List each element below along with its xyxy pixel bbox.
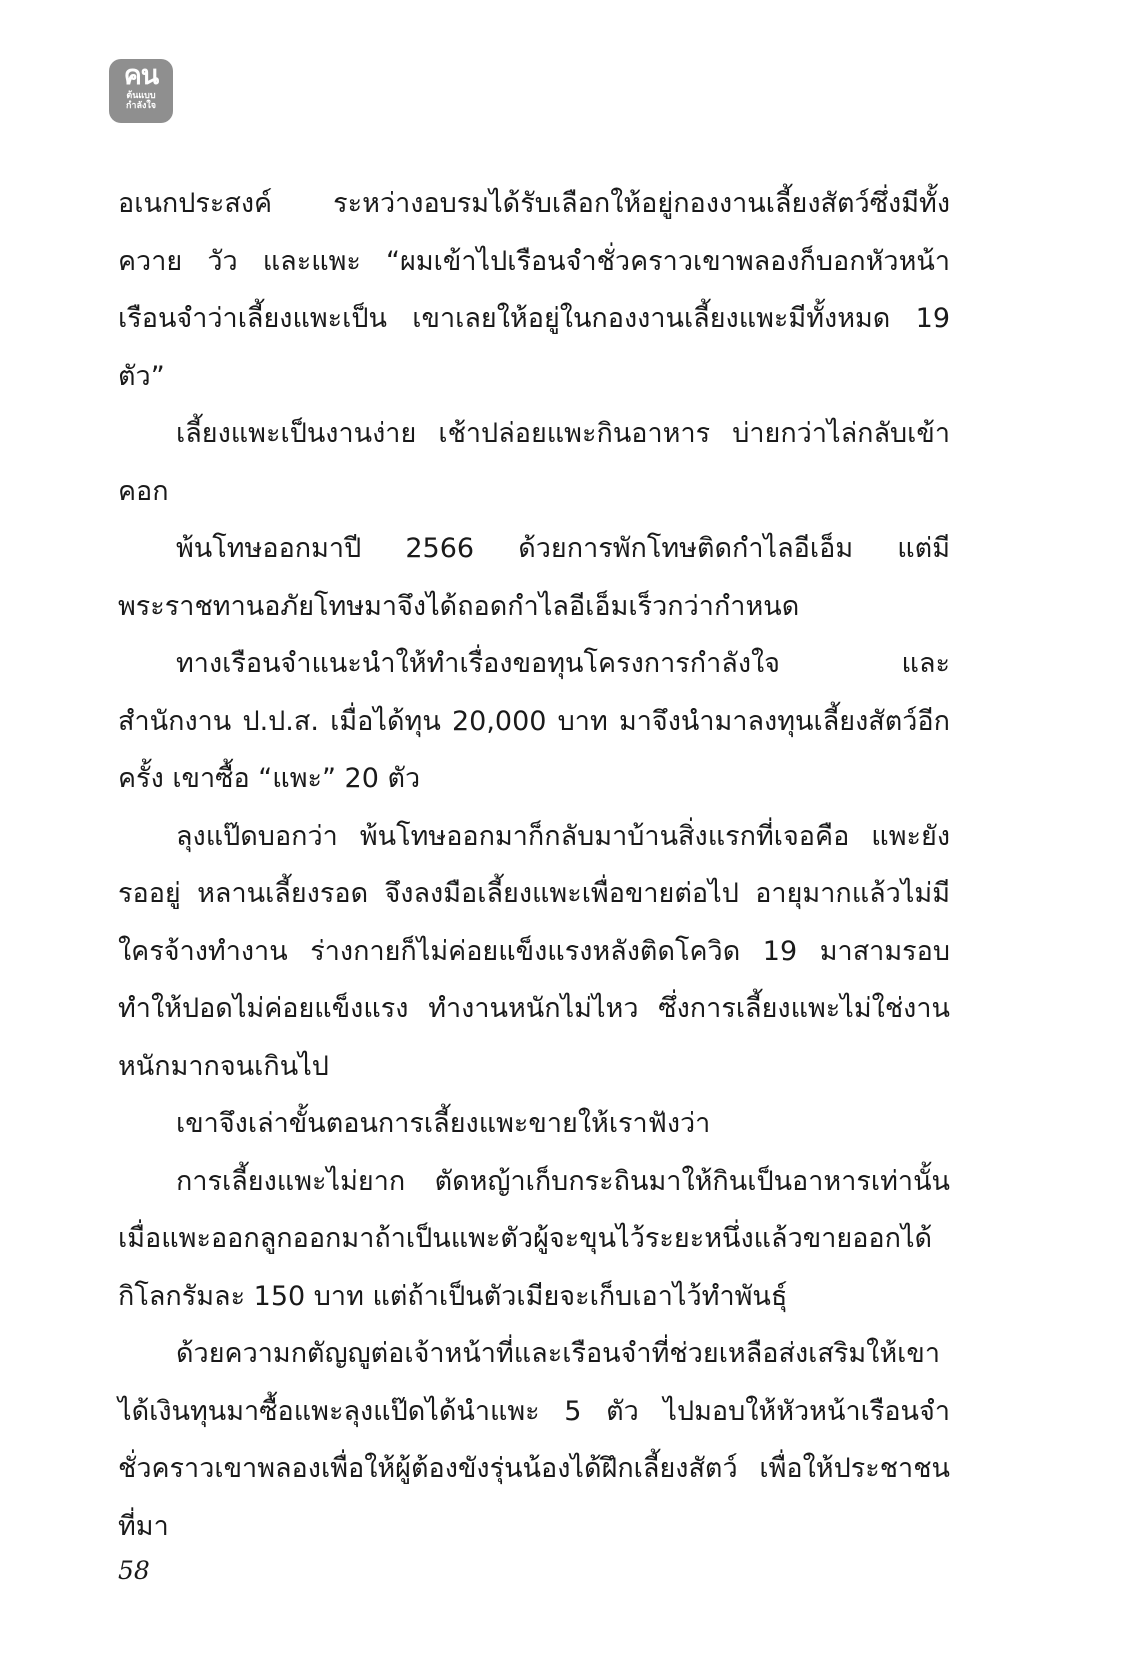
book-series-logo: [109, 59, 173, 123]
logo-subtitle-line1: ต้นแบบ: [126, 91, 156, 101]
paragraph: พ้นโทษออกมาปี 2566 ด้วยการพักโทษติดกำไลอีเอ็ม แต่มีพระราชทานอภัยโทษมาจึงได้ถอดกำไลอีเอ็มเร็วกว่ากำหนด: [118, 533, 950, 622]
paragraph-continuation: อเนกประสงค์ ระหว่างอบรมได้รับเลือกให้อยู่กองงานเลี้ยงสัตว์ซึ่งมีทั้งควาย วัว และแพะ “ผมเข้าไปเรือนจำชั่วคราวเขาพลองก็บอกหัวหน้าเรือนจำว่าเลี้ยงแพะเป็น เขาเลยให้อยู่ในกองงานเลี้ยงแพะมีทั้งหมด 19 ตัว”: [118, 188, 950, 392]
paragraph: เลี้ยงแพะเป็นงานง่าย เช้าปล่อยแพะกินอาหาร บ่ายกว่าไล่กลับเข้าคอก: [118, 418, 950, 507]
body-text: [118, 175, 950, 1555]
paragraph: เขาจึงเล่าขั้นตอนการเลี้ยงแพะขายให้เราฟังว่า: [176, 1108, 711, 1139]
paragraph: การเลี้ยงแพะไม่ยาก ตัดหญ้าเก็บกระถินมาให้กินเป็นอาหารเท่านั้น เมื่อแพะออกลูกออกมาถ้าเป็นแพะตัวผู้จะขุนไว้ระยะหนึ่งแล้วขายออกได้กิโลกรัมละ 150 บาท แต่ถ้าเป็นตัวเมียจะเก็บเอาไว้ทำพันธุ์: [118, 1165, 950, 1312]
logo-title: คน: [123, 60, 159, 91]
logo-subtitle-line2: กำลังใจ: [125, 101, 157, 111]
paragraph: ทางเรือนจำแนะนำให้ทำเรื่องขอทุนโครงการกำลังใจ และสำนักงาน ป.ป.ส. เมื่อได้ทุน 20,000 บาท มาจึงนำมาลงทุนเลี้ยงสัตว์อีกครั้ง เขาซื้อ “แพะ” 20 ตัว: [118, 648, 950, 794]
paragraph: ลุงแป๊ดบอกว่า พ้นโทษออกมาก็กลับมาบ้านสิ่งแรกที่เจอคือ แพะยังรออยู่ หลานเลี้ยงรอด จึงลงมือเลี้ยงแพะเพื่อขายต่อไป อายุมากแล้วไม่มีใครจ้างทำงาน ร่างกายก็ไม่ค่อยแข็งแรงหลังติดโควิด 19 มาสามรอบ ทำให้ปอดไม่ค่อยแข็งแรง ทำงานหนักไม่ไหว ซึ่งการเลี้ยงแพะไม่ใช่งานหนักมากจนเกินไป: [118, 820, 950, 1082]
page-number: 58: [118, 1556, 150, 1585]
paragraph: ด้วยความกตัญญูต่อเจ้าหน้าที่และเรือนจำที่ช่วยเหลือส่งเสริมให้เขาได้เงินทุนมาซื้อแพะลุงแป๊ดได้นำแพะ 5 ตัว ไปมอบให้หัวหน้าเรือนจำชั่วคราวเขาพลองเพื่อให้ผู้ต้องขังรุ่นน้องได้ฝึกเลี้ยงสัตว์ เพื่อให้ประชาชนที่มา: [118, 1338, 950, 1542]
